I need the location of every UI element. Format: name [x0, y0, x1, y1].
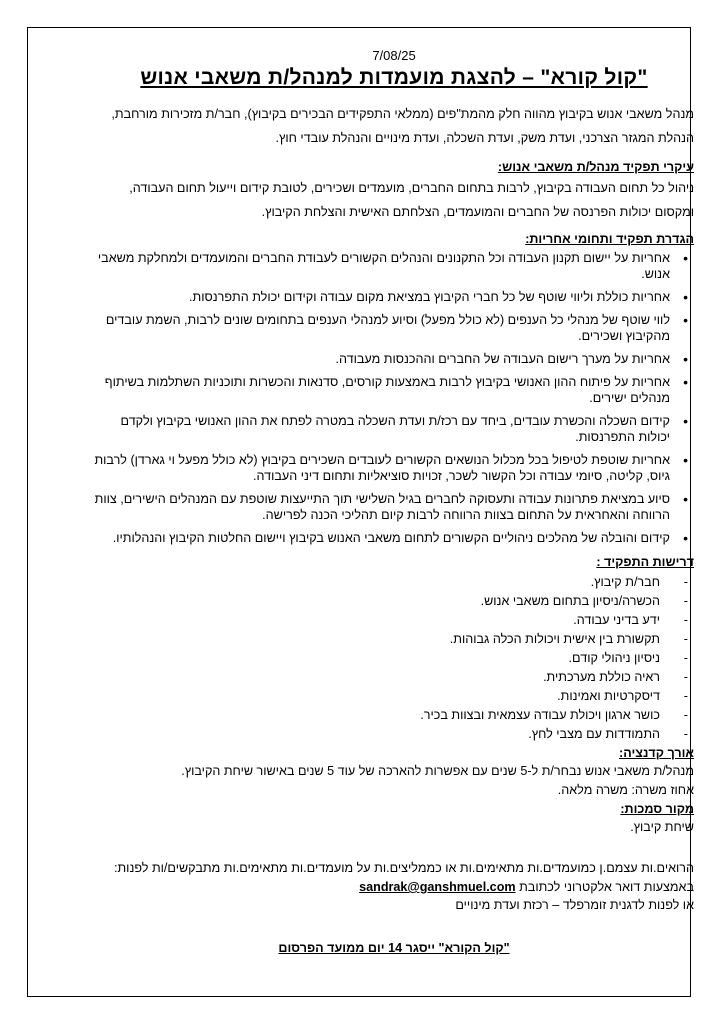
responsibility-item: • אחריות על מערך רישום העבודה של החברים וההכנסות מעבודה. — [94, 351, 670, 367]
responsibility-item: • אחריות על יישום תקנון העבודה וכל התקנונים והנהלים הקשורים לעבודת החברים והמועמדים ולמחלקת משאבי אנוש. — [94, 250, 670, 282]
term-heading: אורך קדנציה: — [619, 746, 694, 760]
term-text: מנהל/ת משאבי אנוש נבחר/ת ל-5 שנים עם אפשרות להארכה של עוד 5 שנים באישור שיחת הקיבוץ. — [181, 764, 694, 778]
responsibility-item: • אחריות שוטפת לטיפול בכל מכלול הנושאים הקשורים לעובדים השכירים בקיבוץ (לא כולל מפעל וי גארדן) לרבות גיוס, קליטה, סיומי עבודה וכל הקשור לשכר, זכויות סוציאליות ותחום דיני העבודה. — [94, 452, 670, 484]
requirement-item: - כושר ארגון ויכולת עבודה עצמאית ובצוות בכיר. — [94, 706, 660, 725]
email-prefix: באמצעות דואר אלקטרוני לכתובת — [519, 880, 694, 894]
main-duties-heading: עיקרי תפקיד מנהל/ת משאבי אנוש: — [497, 160, 694, 174]
requirement-item: - ניסיון ניהולי קודם. — [94, 649, 660, 668]
requirement-item: - הכשרה/ניסיון בתחום משאבי אנוש. — [94, 592, 660, 611]
responsibility-item: • לווי שוטף של מנהלי כל הענפים (לא כולל מפעל) וסיוע למנהלי הענפים בתחומים שונים לרבות, השמת עובדים מהקיבוץ ושכירים. — [94, 312, 670, 344]
responsibility-item: • אחריות על פיתוח ההון האנושי בקיבוץ לרבות באמצעות קורסים, סדנאות והכשרות ותוכניות השתלמות בשיתוף מנהלים ישירים. — [94, 374, 670, 406]
responsibilities-heading: הגדרת תפקיד ותחומי אחריות: — [525, 232, 694, 246]
apply-text: הרואים.ות עצמם.ן כמועמדים.ות מתאימים.ות או כממליצים.ות על מועמדים.ות מתאימים.ות מתבקשים/ות לפנות: — [113, 861, 694, 875]
document-date: 7/08/25 — [372, 48, 416, 63]
closing-notice: "קול הקורא" ייסגר 14 יום ממועד הפרסום — [278, 941, 510, 955]
requirement-item: - ראיה כוללת מערכתית. — [94, 668, 660, 687]
responsibility-item: • קידום והובלה של מהלכים ניהוליים הקשורים לתחום משאבי האנוש בקיבוץ ויישום החלטות הקיבוץ והנהלותיו. — [94, 530, 670, 546]
position-percentage: אחוז משרה: משרה מלאה. — [557, 783, 694, 797]
responsibility-item: • אחריות כוללת וליווי שוטף של כל חברי הקיבוץ במציאת מקום עבודה וקידום יכולת התפרנסות. — [94, 289, 670, 305]
requirement-item: - תקשורת בין אישית ויכולות הכלה גבוהות. — [94, 630, 660, 649]
requirement-item: - דיסקרטיות ואמינות. — [94, 687, 660, 706]
document-content — [94, 48, 694, 958]
authority-text: שיחת קיבוץ. — [630, 820, 694, 834]
responsibility-item: • סיוע במציאת פתרונות עבודה ותעסוקה לחברים בגיל השלישי תוך התייעצות שוטפת עם המנהלים הישירים, צוות הרווחה והאחראית על התחום בצוות הרווחה לרבות קיום תהליכי הכנה לפרישה. — [94, 491, 670, 523]
contact-coordinator-text: או לפנות לדגנית זומרפלד – רכזת ועדת מינויים — [455, 898, 694, 912]
requirements-heading: דרישות התפקיד : — [596, 555, 694, 569]
document-title: "קול קורא" – להצגת מועמדות למנהל/ת משאבי אנוש — [140, 66, 648, 89]
responsibilities-list — [94, 250, 694, 546]
email-line — [94, 878, 694, 896]
requirement-item: - ידע בדיני עבודה. — [94, 611, 660, 630]
intro-paragraph: מנהל משאבי אנוש בקיבוץ מהווה חלק מהמת"פים (ממלאי התפקידים הבכירים בקיבוץ), חבר/ת מזכירות מורחבת, הנהלת המגזר הצרכני, ועדת משק, ועדת השכלה, ועדת מינויים והנהלת עובדי חוץ. — [111, 107, 694, 145]
main-duties-text: ניהול כל תחום העבודה בקיבוץ, לרבות בתחום החברים, מועמדים ושכירים, לטובת קידום וייעול תחום העבודה, ומקסום יכולות הפרנסה של החברים והמועמדים, הצלחתם האישית והצלחת הקיבוץ. — [129, 181, 694, 219]
email-link[interactable]: sandrak@ganshmuel.com — [359, 880, 516, 894]
requirement-item: - חבר/ת קיבוץ. — [94, 573, 660, 592]
responsibility-item: • קידום השכלה והכשרת עובדים, ביחד עם רכז/ת ועדת השכלה במטרה לפתח את ההון האנושי בקיבוץ ולקדם יכולות התפרנסות. — [94, 413, 670, 445]
requirement-item: - התמודדות עם מצבי לחץ. — [94, 725, 660, 744]
requirements-list — [94, 573, 694, 744]
document-frame — [27, 27, 694, 997]
authority-heading: מקור סמכות: — [620, 802, 694, 816]
